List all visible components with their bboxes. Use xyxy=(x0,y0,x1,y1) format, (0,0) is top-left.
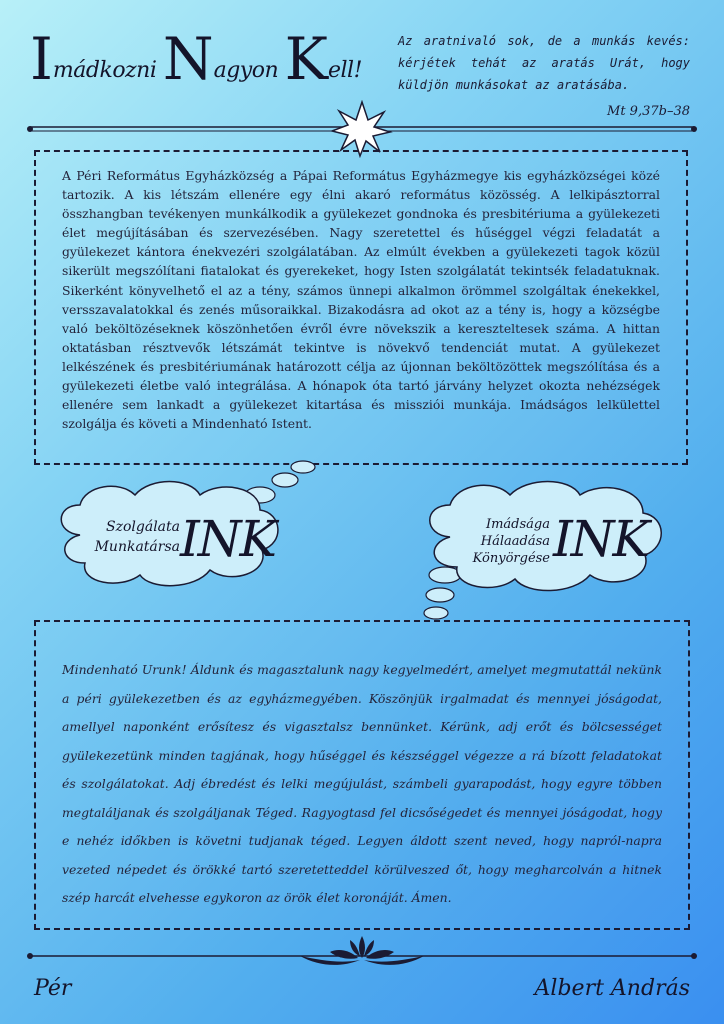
title-initial-2: N xyxy=(162,25,214,93)
floral-ornament-icon xyxy=(300,936,424,965)
cloud-right-line-2: Hálaadása xyxy=(480,534,550,549)
page-title xyxy=(30,25,362,93)
cloud-left-line-2: Munkatársa xyxy=(94,539,180,555)
cloud-right-line-1: Imádsága xyxy=(485,517,550,532)
intro-text: A Péri Református Egyházközség a Pápai Református Egyházmegye kis egyházközségei közé tartozik. A kis létszám ellenére egy élni akaró református közösség. A lelkipásztorral összhangban tevékenyen munkálkodik a gyülekezet gondnoka és presbitériuma a gyülekezeti élet megújításában és szervezésében. Nagy szeretettel és hűséggel végzi feladatát a gyülekezet kántora énekvezéri szolgálatában. Az elmúlt években a gyülekezeti tagok közül sikerült megszólítani fiatalokat és gyerekeket, hogy Isten szolgálatát tekintsék feladatuknak. Sikerként könyvelhető el az a tény, számos ünnepi alkalmon örömmel szolgáltak énekekkel, versszavalatokkal és zenés műsoraikkal. Bizakodásra ad okot az a tény is, hogy a községbe való beköltözéseknek köszönhetően évről évre növekszik a kereszteltesek száma. A hittan oktatásban résztvevők létszámát tekintve is növekvő tendenciát mutat. A gyülekezet lelkészének és presbitériumának határozott célja az újonnan beköltözöttek megszólítása és a gyülekezeti életbe való integrálása. A hónapok óta tartó járvány helyzet okozta nehézségek ellenére sem lankadt a gyülekezet kitartása és missziói munkája. Imádságos lelkülettel szolgálja és követi a Mindenható Istent. xyxy=(62,168,660,432)
bible-quote: Az aratnivaló sok, de a munkás kevés: kérjétek tehát az aratás Urát, hogy küldjön munkásokat az aratásába. xyxy=(398,34,690,92)
title-initial-1: I xyxy=(30,25,53,93)
intro-box xyxy=(34,150,688,465)
prayer-text: Mindenható Urunk! Áldunk és magasztalunk nagy kegyelmedért, amelyet megmutattál nekünk a péri gyülekezetben és az egyházmegyében. Köszönjük irgalmadat és mennyei jóságodat, amellyel naponként erősítesz és vigasztalsz bennünket. Kérünk, adj erőt és bölcsességet gyülekezetünk minden tagjának, hogy hűséggel és készséggel végezze a rá bízott feladatokat és szolgálatokat. Adj ébredést és lelki megújulást, számbeli gyarapodást, hogy egyre többen megtaláljanak és szolgáljanak Téged. Ragyogtasd fel dicsőségedet és mennyei jóságodat, hogy e nehéz időkben is követni tudjanak téged. Legyen áldott szent neved, hogy napról-napra vezeted népedet és örökké tartó szeretetteddel körülveszed őt, hogy megharcolván a hitnek szép harcát elvehesse egykoron az örök élet koronáját. Ámen. xyxy=(62,662,662,905)
star-icon xyxy=(332,102,390,156)
bible-quote-reference: Mt 9,37b–38 xyxy=(607,104,690,119)
cloud-right-ink: INK xyxy=(553,510,648,568)
cloud-right-label xyxy=(450,516,550,567)
footer-author: Albert András xyxy=(534,976,690,1001)
cloud-left-label xyxy=(80,517,180,557)
title-word-3: ell! xyxy=(328,58,362,83)
ornament-divider xyxy=(0,930,724,980)
prayer-box xyxy=(34,620,690,930)
title-word-1: mádkozni xyxy=(52,58,163,83)
cloud-left-line-1: Szolgálata xyxy=(106,519,180,535)
title-initial-3: K xyxy=(284,25,328,93)
cloud-left-ink: INK xyxy=(180,510,275,568)
cloud-right-line-3: Könyörgése xyxy=(472,551,550,566)
title-word-2: agyon xyxy=(213,58,285,83)
footer-place: Pér xyxy=(34,976,72,1001)
